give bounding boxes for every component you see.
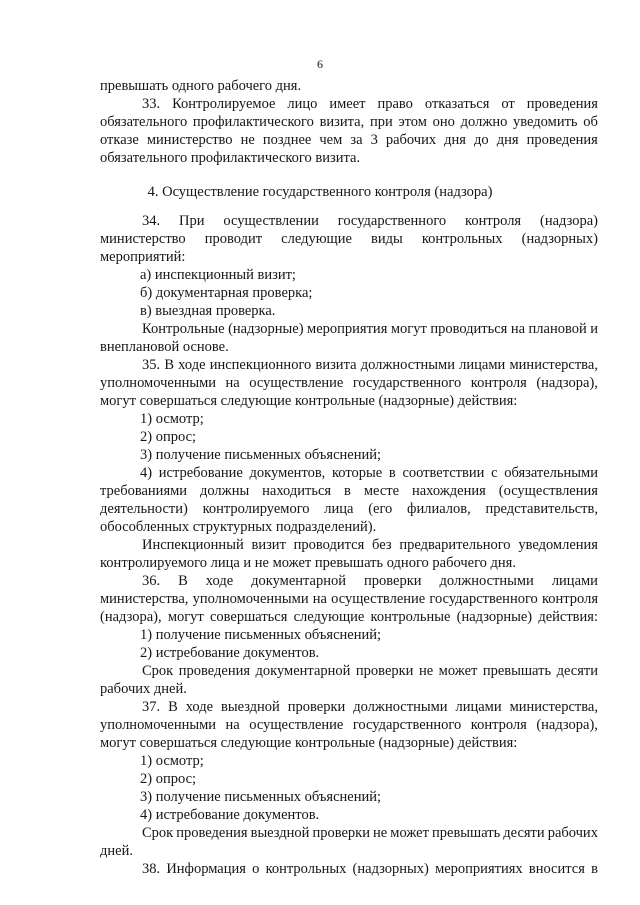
word: инспекционного [209, 357, 312, 373]
text-line: контролируемого лица и не может превышать одного рабочего дня. [100, 555, 516, 571]
word: осуществление [249, 375, 344, 391]
text-line: б) документарная проверка; [140, 285, 313, 301]
word: проводится [293, 537, 365, 553]
text-line: в) выездная проверка. [140, 303, 276, 319]
word: в [591, 861, 598, 877]
text-line: 3) получение письменных объяснений; [140, 789, 382, 805]
word: на [225, 375, 240, 391]
word: контролируемого [202, 501, 310, 517]
word: действия: [538, 609, 598, 625]
word: должностными [360, 357, 455, 373]
word: обязательного [100, 114, 188, 130]
text-line [100, 483, 598, 500]
word: 3 [370, 132, 378, 148]
word: требованиями [100, 483, 188, 499]
word: на [510, 321, 526, 337]
word: осуществление [249, 717, 344, 733]
word: лицами [459, 357, 506, 373]
word: Информация [166, 861, 246, 877]
text-line: внеплановой основе. [100, 339, 229, 355]
word: этом [398, 114, 427, 130]
text-line: 2) истребование документов. [140, 645, 320, 661]
word: при [369, 114, 393, 130]
word: уведомления [518, 537, 598, 553]
word: (надзора), [536, 717, 598, 733]
text-line: превышать одного рабочего дня. [100, 78, 302, 94]
text-line [100, 591, 598, 608]
word: виды [371, 231, 403, 247]
word: проведения [526, 96, 598, 112]
word: представительств, [485, 501, 598, 517]
word: могут [390, 321, 427, 337]
word: визита, [319, 114, 365, 130]
word: (его [368, 501, 393, 517]
text-line [140, 465, 598, 482]
word: 37. [142, 699, 161, 715]
word: Срок [142, 825, 174, 841]
text-line [100, 132, 598, 149]
text-line [142, 537, 598, 554]
word: филиалов, [407, 501, 471, 517]
word: контрольные [370, 609, 451, 625]
word: 33. [142, 96, 161, 112]
word: (осуществления [498, 483, 598, 499]
text-line: обособленных структурных подразделений). [100, 519, 377, 535]
text-line [142, 573, 598, 590]
word: проверки [312, 825, 370, 841]
word: В [164, 357, 174, 373]
word: о [252, 861, 260, 877]
word: должны [200, 483, 250, 499]
text-line: могут совершаться следующие контрольные (надзорные) действия: [100, 735, 518, 751]
word: с [491, 465, 498, 481]
word: документов, [249, 465, 326, 481]
word: не [418, 663, 434, 679]
word: контроля [465, 213, 522, 229]
text-line [142, 321, 598, 338]
word: государственного [337, 213, 447, 229]
word: находиться [262, 483, 332, 499]
word: предварительного [399, 537, 511, 553]
word: уполномоченными [192, 591, 309, 607]
word: отказаться [424, 96, 490, 112]
text-line: 1) получение письменных объяснений; [140, 627, 382, 643]
word: (надзора), [100, 609, 162, 625]
word: (надзорные) [228, 321, 304, 337]
word: проверки [287, 699, 346, 715]
text-line: дней. [100, 843, 133, 859]
word: министерства, [509, 357, 598, 373]
word: (надзорных) [521, 231, 598, 247]
word: проверки [355, 663, 414, 679]
word: позднее [262, 132, 312, 148]
text-line: 3) получение письменных объяснений; [140, 447, 382, 463]
word: превышать [432, 825, 501, 841]
word: выездной [221, 699, 280, 715]
text-line: 2) опрос; [140, 771, 197, 787]
word: дня [496, 132, 519, 148]
word: могут [167, 609, 204, 625]
text-line [100, 609, 598, 626]
word: без [372, 537, 392, 553]
word: контроля [541, 591, 598, 607]
word: и [590, 321, 598, 337]
word: (надзора) [539, 213, 598, 229]
word: контрольных [265, 861, 347, 877]
word: осуществлении [223, 213, 319, 229]
word: ходе [205, 573, 234, 589]
word: в [388, 465, 396, 481]
word: министерство [100, 231, 186, 247]
text-line: мероприятий: [100, 249, 186, 265]
word: визита [315, 357, 357, 373]
text-line [142, 213, 598, 230]
word: (надзора), [536, 375, 598, 391]
word: При [179, 213, 205, 229]
text-line: могут совершаться следующие контрольные (надзорные) действия: [100, 393, 518, 409]
word: имеет [329, 96, 366, 112]
section-heading: 4. Осуществление государственного контроля (надзора) [147, 184, 493, 200]
word: соответствии [402, 465, 485, 481]
word: за [350, 132, 363, 148]
word: уполномоченными [100, 717, 217, 733]
word: документарной [251, 573, 347, 589]
text-line [100, 717, 598, 734]
word: лица [324, 501, 354, 517]
word: следующие [281, 231, 352, 247]
word: десяти [503, 825, 545, 841]
word: ходе [185, 699, 214, 715]
word: лицо [287, 96, 318, 112]
word: от [501, 96, 515, 112]
word: уведомить [513, 114, 578, 130]
text-line [142, 861, 598, 878]
word: уполномоченными [100, 375, 217, 391]
text-line: рабочих дней. [100, 681, 187, 697]
word: государственного [429, 591, 538, 607]
word: 4) [140, 465, 153, 481]
word: совершаться [209, 609, 288, 625]
word: государственного [352, 717, 462, 733]
word: рабочих [385, 132, 437, 148]
word: истребование [158, 465, 243, 481]
word: Контрольные [142, 321, 225, 337]
word: чем [319, 132, 343, 148]
word: может [390, 825, 429, 841]
word: (надзорных) [352, 861, 429, 877]
word: государственного [352, 375, 462, 391]
word: обязательными [504, 465, 598, 481]
word: контрольных [421, 231, 503, 247]
word: месте [363, 483, 400, 499]
word: министерство [146, 132, 233, 148]
word: отказе [100, 132, 139, 148]
word: проверки [364, 573, 422, 589]
text-line: обязательного профилактического визита. [100, 150, 361, 166]
text-line [142, 825, 598, 842]
word: документарной [255, 663, 351, 679]
word: должно [460, 114, 508, 130]
text-line [142, 357, 598, 374]
word: В [178, 573, 188, 589]
word: профилактического [192, 114, 314, 130]
word: деятельности) [100, 501, 188, 517]
word: в [344, 483, 351, 499]
word: Инспекционный [142, 537, 244, 553]
word: об [583, 114, 598, 130]
word: осуществление [331, 591, 426, 607]
text-line: 2) опрос; [140, 429, 197, 445]
text-line [100, 114, 598, 131]
word: на [312, 591, 327, 607]
text-line: 1) осмотр; [140, 411, 204, 427]
word: министерства, [100, 591, 189, 607]
word: 36. [142, 573, 161, 589]
word: рабочих [547, 825, 598, 841]
word: проведения [526, 132, 598, 148]
text-line: а) инспекционный визит; [140, 267, 296, 283]
text-line [100, 231, 598, 248]
text-line: 4) истребование документов. [140, 807, 320, 823]
word: выездной [250, 825, 310, 841]
text-line [100, 375, 598, 392]
text-line [142, 663, 598, 680]
word: не [240, 132, 255, 148]
word: проведения [178, 663, 251, 679]
word: (надзорные) [456, 609, 533, 625]
word: ходе [178, 357, 206, 373]
word: должностными [439, 573, 534, 589]
text-line: 1) осмотр; [140, 753, 204, 769]
text-line [142, 699, 598, 716]
word: проводиться [430, 321, 508, 337]
word: контроля [470, 717, 527, 733]
word: мероприятия [307, 321, 388, 337]
word: не [373, 825, 388, 841]
word: визит [251, 537, 286, 553]
word: 38. [142, 861, 161, 877]
word: нахождения [411, 483, 486, 499]
word: которые [332, 465, 383, 481]
word: может [438, 663, 478, 679]
word: на [225, 717, 240, 733]
word: право [377, 96, 413, 112]
word: контроля [470, 375, 527, 391]
word: десяти [556, 663, 598, 679]
page-number: 6 [317, 57, 323, 71]
word: до [474, 132, 489, 148]
word: должностными [353, 699, 448, 715]
word: вносится [528, 861, 585, 877]
text-line [142, 96, 598, 113]
word: следующие [293, 609, 365, 625]
word: В [168, 699, 178, 715]
word: дня [444, 132, 466, 148]
word: министерства, [509, 699, 598, 715]
word: проведения [176, 825, 248, 841]
word: мероприятиях [435, 861, 523, 877]
word: оно [432, 114, 455, 130]
word: плановой [528, 321, 587, 337]
word: Контролируемое [172, 96, 276, 112]
word: 35. [142, 357, 161, 373]
word: лицами [455, 699, 502, 715]
word: 34. [142, 213, 161, 229]
word: Срок [142, 663, 174, 679]
text-line [100, 501, 598, 518]
word: лицами [551, 573, 598, 589]
word: проводит [204, 231, 263, 247]
word: превышать [482, 663, 552, 679]
